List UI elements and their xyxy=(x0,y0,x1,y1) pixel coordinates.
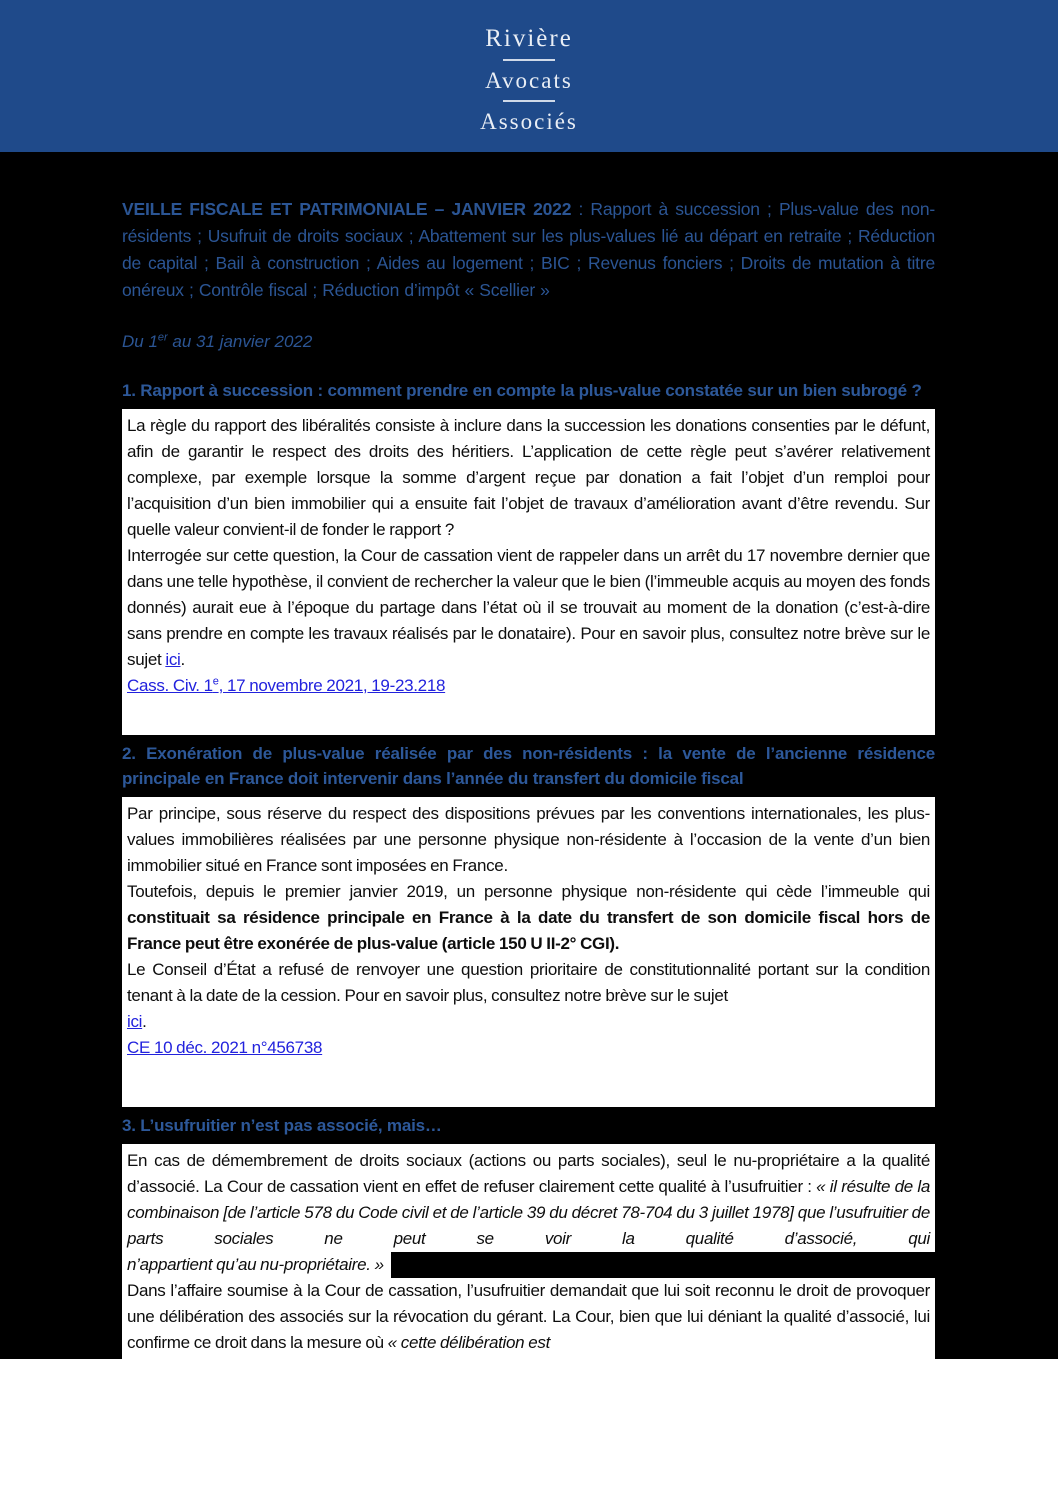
section2-paragraph2-text: Toutefois, depuis le premier janvier 2019, un personne physique non-résidente qui cède l’immeuble qui xyxy=(127,882,930,901)
section2-reference-line xyxy=(127,1035,930,1061)
section1-paragraph1: La règle du rapport des libéralités consiste à inclure dans la succession les donations consenties par le défunt, afin de garantir le respect des droits des héritiers. L’application de cette règle peut s’avérer relativement complexe, par exemple lorsque la somme d’argent reçue par donation a fait l’objet d’un remploi pour l’acquisition d’un bien immobilier qui a ensuite fait l’objet de travaux d’amélioration avant d’être revendu. Sur quelle valeur convient-il de fonder le rapport ? xyxy=(127,416,930,539)
logo-word-avocats: Avocats xyxy=(485,67,573,93)
section1-paragraph2 xyxy=(127,543,930,673)
period-text: Du 1 xyxy=(122,332,158,351)
section3-paragraph1-text: En cas de démembrement de droits sociaux (actions ou parts sociales), seul le nu-propriétaire a la qualité d’associé. La Cour de cassation vient en effet de refuser clairement cette qualité à l’usufruitier : xyxy=(127,1151,930,1196)
section1-paragraph2-period: . xyxy=(180,650,185,669)
section1-reference-line xyxy=(127,673,930,699)
section1-ref-text-end: , 17 novembre 2021, 19-23.218 xyxy=(218,676,446,695)
period-line xyxy=(122,330,935,354)
firm-logo xyxy=(480,26,578,133)
section3-paragraph2-text: Dans l’affaire soumise à la Cour de cassation, l’usufruitier demandait que lui soit reconnu le droit de provoquer une délibération des associés sur la révocation du gérant. La Cour, bien que lui déniant la qualité d’associé, lui confirme ce droit dans la mesure où xyxy=(127,1281,930,1352)
section3-heading: 3. L’usufruitier n’est pas associé, mais… xyxy=(122,1116,442,1135)
section1-inline-link-ici[interactable]: ici xyxy=(165,650,181,669)
section2-paragraph3-period: . xyxy=(142,1012,147,1031)
section1-heading: 1. Rapport à succession : comment prendre en compte la plus-value constatée sur un bien subrogé ? xyxy=(122,381,922,400)
section3-paragraph1 xyxy=(122,1144,935,1252)
section2-inline-link-ici[interactable]: ici xyxy=(127,1012,143,1031)
header-band xyxy=(0,0,1058,152)
section2-ici-line xyxy=(127,1009,930,1035)
section2-paragraph2 xyxy=(127,879,930,957)
document-title-topics: : Rapport à succession ; Plus-value des non-résidents ; Usufruit de droits sociaux ; Abattement sur les plus-values lié au départ en retraite ; Réduction de capital ; Bail à construction ; Aides au logement ; BIC ; Revenus fonciers ; Droits de mutation à titre onéreux ; Contrôle fiscal ; Réduction d’impôt « Scellier » xyxy=(122,199,935,300)
section3-quote-last-line-row xyxy=(122,1252,935,1278)
section2-body xyxy=(122,797,935,1107)
document-title-bold: VEILLE FISCALE ET PATRIMONIALE – JANVIER 2022 xyxy=(122,199,572,219)
section2-paragraph3-text: Le Conseil d’État a refusé de renvoyer une question prioritaire de constitutionnalité portant sur la condition tenant à la date de la cession. Pour en savoir plus, consultez notre brève sur le sujet xyxy=(127,960,930,1005)
section3-paragraph2 xyxy=(122,1278,935,1359)
section1-ref-superscript: e xyxy=(212,675,219,688)
section2-paragraph3 xyxy=(127,957,930,1009)
section1-ref-text: Cass. Civ. 1 xyxy=(127,676,213,695)
section2-case-reference-link[interactable]: CE 10 déc. 2021 n°456738 xyxy=(127,1038,323,1057)
section3-paragraph2-quote: « cette délibération est xyxy=(387,1333,551,1352)
section2-paragraph2-bold: constituait sa résidence principale en France à la date du transfert de son domicile fiscal hors de France peut être exonérée de plus-value (article 150 U II-2° CGI). xyxy=(127,908,930,953)
section1-case-reference-link[interactable] xyxy=(127,676,445,695)
section3-quote-last-line: n’appartient qu’au nu-propriétaire. » xyxy=(122,1252,391,1278)
section1-paragraph2-text: Interrogée sur cette question, la Cour de cassation vient de rappeler dans un arrêt du 17 novembre dernier que dans une telle hypothèse, il convient de rechercher la valeur que le bien (l’immeuble acquis au moyen des fonds donnés) aurait eue à l’époque du partage dans l’état où il se trouvait au moment de la donation (c’est-à-dire sans prendre en compte les travaux réalisés par le donataire). Pour en savoir plus, consultez notre brève sur le sujet xyxy=(127,546,930,669)
section3-paragraph1-quote: « il résulte de la combinaison [de l’article 578 du Code civil et de l’article 39 du décret 78-704 du 3 juillet 1978] que l’usufruitier de parts sociales ne peut se voir la qualité d’associé, qui xyxy=(127,1177,931,1248)
period-superscript: er xyxy=(157,331,168,344)
section1-body xyxy=(122,409,935,735)
logo-divider xyxy=(503,59,555,61)
section2-paragraph1: Par principe, sous réserve du respect des dispositions prévues par les conventions internationales, les plus-values immobilières réalisées par une personne physique non-résidente à l’occasion de la vente d’un bien immobilier situé en France sont imposées en France. xyxy=(127,804,930,875)
content-region xyxy=(0,152,1058,1359)
logo-word-associes: Associés xyxy=(480,108,578,134)
period-text-end: au 31 janvier 2022 xyxy=(167,332,313,351)
logo-word-riviere: Rivière xyxy=(485,24,573,52)
document-title xyxy=(122,196,935,304)
section2-heading: 2. Exonération de plus-value réalisée par des non-résidents : la vente de l’ancienne résidence principale en France doit intervenir dans l’année du transfert du domicile fiscal xyxy=(122,744,935,788)
logo-divider xyxy=(503,100,555,102)
section3-body xyxy=(122,1144,935,1359)
